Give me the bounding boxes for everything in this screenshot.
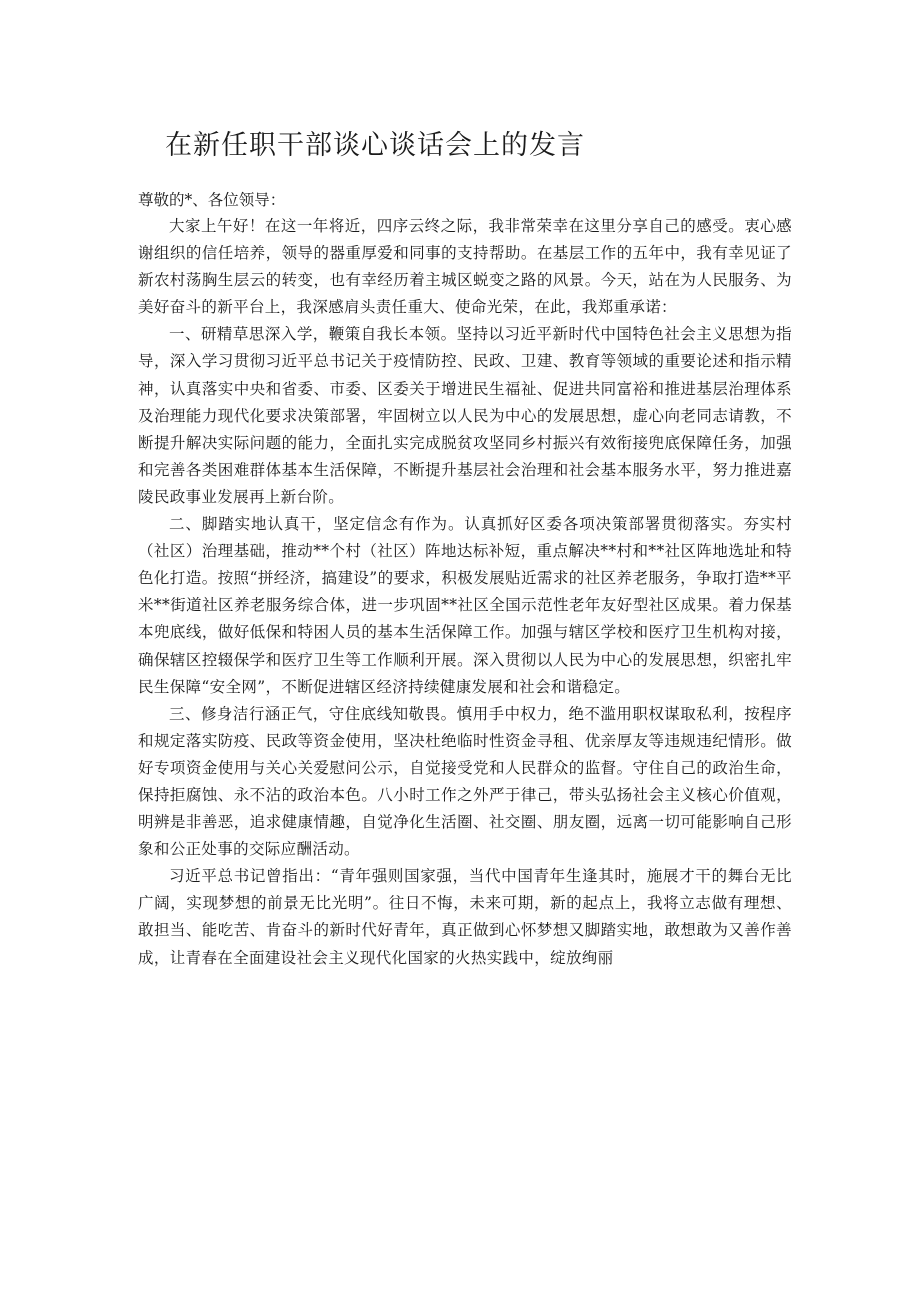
paragraph-pledge-3: 三、修身洁行涵正气，守住底线知敬畏。慎用手中权力，绝不滥用职权谋取私利，按程序和规定落实防疫、民政等资金使用，坚决杜绝临时性资金寻租、优亲厚友等违规违纪情形。做好专项资金使用与关心关爱慰问公示，自觉接受党和人民群众的监督。守住自己的政治生命，保持拒腐蚀、永不沾的政治本色。八小时工作之外严于律己，带头弘扬社会主义核心价值观，明辨是非善恶，追求健康情趣，自觉净化生活圈、社交圈、朋友圈，远离一切可能影响自己形象和公正处事的交际应酬活动。: [138, 704, 792, 859]
paragraph-closing: 习近平总书记曾指出：“青年强则国家强，当代中国青年生逢其时，施展才干的舞台无比广阔，实现梦想的前景无比光明”。往日不悔，未来可期，新的起点上，我将立志做有理想、敢担当、能吃苦、肯奋斗的新时代好青年，真正做到心怀梦想又脚踏实地，敢想敢为又善作善成，让青春在全面建设社会主义现代化国家的火热实践中，绽放绚丽: [138, 867, 792, 967]
paragraph-pledge-1: 一、研精草思深入学，鞭策自我长本领。坚持以习近平新时代中国特色社会主义思想为指导，深入学习贯彻习近平总书记关于疫情防控、民政、卫建、教育等领域的重要论述和指示精神，认真落实中央和省委、市委、区委关于增进民生福祉、促进共同富裕和推进基层治理体系及治理能力现代化要求决策部署，牢固树立以人民为中心的发展思想，虚心向老同志请教，不断提升解决实际问题的能力，全面扎实完成脱贫攻坚同乡村振兴有效衔接兜底保障任务，加强和完善各类困难群体基本生活保障，不断提升基层社会治理和社会基本服务水平，努力推进嘉陵民政事业发展再上新台阶。: [138, 325, 792, 506]
paragraph-greeting: 大家上午好！在这一年将近，四序云终之际，我非常荣幸在这里分享自己的感受。衷心感谢组织的信任培养，领导的器重厚爱和同事的支持帮助。在基层工作的五年中，我有幸见证了新农村荡胸生层云的转变，也有幸经历着主城区蜕变之路的风景。今天，站在为人民服务、为美好奋斗的新平台上，我深感肩头责任重大、使命光荣，在此，我郑重承诺：: [138, 217, 792, 317]
document-title: 在新任职干部谈心谈话会上的发言: [165, 130, 585, 161]
paragraph-pledge-2: 二、脚踏实地认真干，坚定信念有作为。认真抓好区委各项决策部署贯彻落实。夯实村（社区）治理基础，推动**个村（社区）阵地达标补短，重点解决**村和**社区阵地选址和特色化打造。按照“拼经济，搞建设”的要求，积极发展贴近需求的社区养老服务，争取打造**平米**街道社区养老服务综合体，进一步巩固**社区全国示范性老年友好型社区成果。着力保基本兜底线，做好低保和特困人员的基本生活保障工作。加强与辖区学校和医疗卫生机构对接，确保辖区控辍保学和医疗卫生等工作顺利开展。深入贯彻以人民为中心的发展思想，织密扎牢民生保障“安全网”，不断促进辖区经济持续健康发展和社会和谐稳定。: [138, 515, 792, 696]
salutation: 尊敬的*、各位领导：: [138, 191, 286, 209]
document-body: [138, 213, 792, 972]
